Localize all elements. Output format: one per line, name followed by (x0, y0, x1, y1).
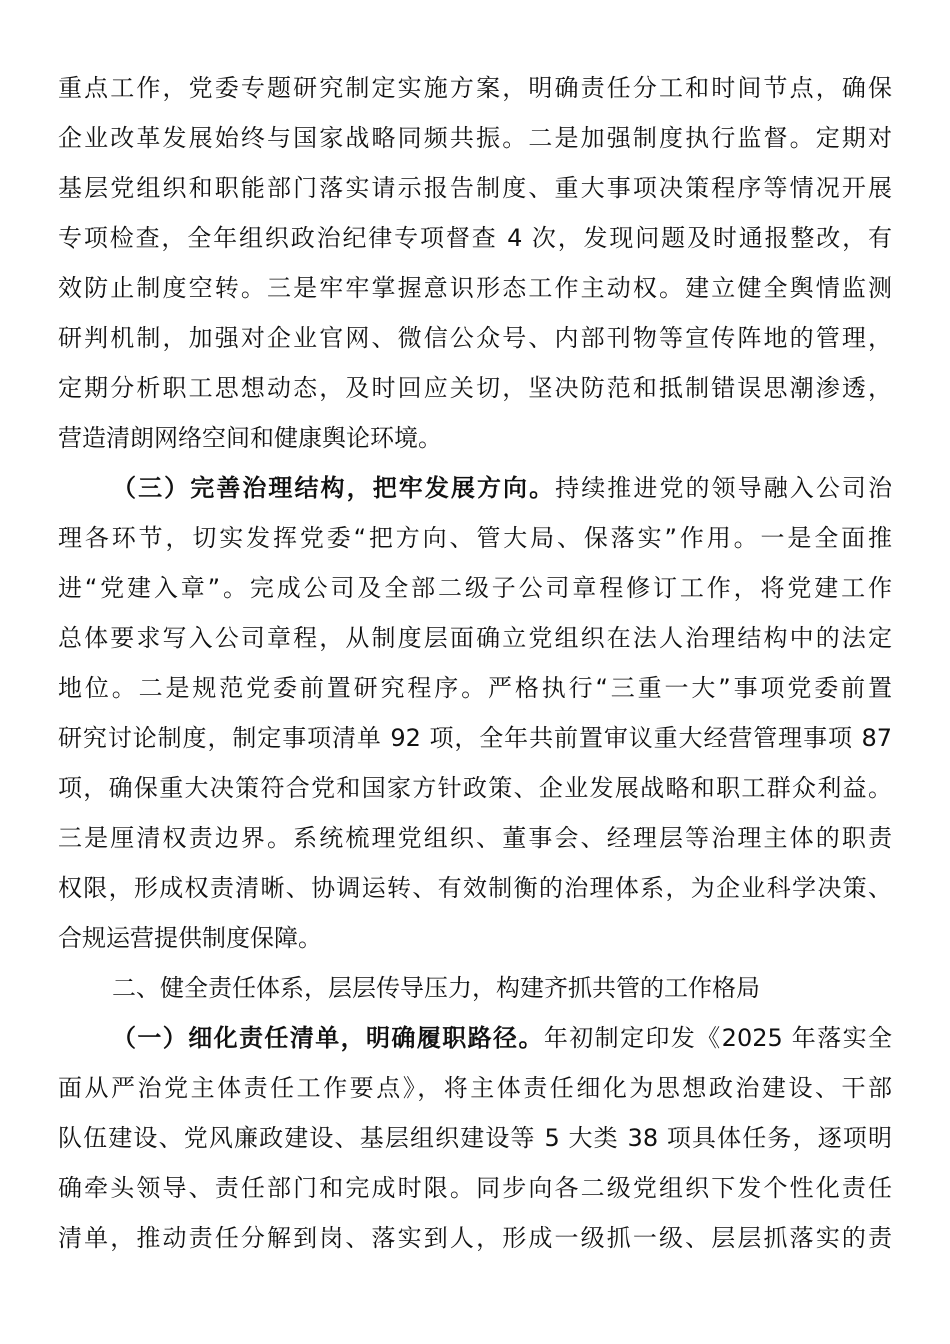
paragraph-line: 理各环节，切实发挥党委“把方向、管大局、保落实”作用。一是全面推 (58, 524, 892, 552)
paragraph-line: 进“党建入章”。完成公司及全部二级子公司章程修订工作，将党建工作 (58, 574, 892, 602)
paragraph-line: 清单，推动责任分解到岗、落实到人，形成一级抓一级、层层抓落实的责 (58, 1224, 892, 1252)
paragraph-line: 项，确保重大决策符合党和国家方针政策、企业发展战略和职工群众利益。 (58, 774, 892, 802)
paragraph-line: 效防止制度空转。三是牢牢掌握意识形态工作主动权。建立健全舆情监测 (58, 274, 892, 302)
paragraph-line: 地位。二是规范党委前置研究程序。严格执行“三重一大”事项党委前置 (58, 674, 892, 702)
paragraph-line: 合规运营提供制度保障。 (58, 924, 322, 952)
section-heading-line (112, 470, 892, 506)
paragraph-line: 重点工作，党委专题研究制定实施方案，明确责任分工和时间节点，确保 (58, 74, 892, 102)
section-heading-3: （三）完善治理结构，把牢发展方向。 (112, 474, 556, 502)
paragraph-line: 研判机制，加强对企业官网、微信公众号、内部刊物等宣传阵地的管理， (58, 324, 892, 352)
heading-continuation: 年初制定印发《2025 年落实全 (543, 1024, 892, 1052)
paragraph-line: 企业改革发展始终与国家战略同频共振。二是加强制度执行监督。定期对 (58, 124, 892, 152)
paragraph-line: 队伍建设、党风廉政建设、基层组织建设等 5 大类 38 项具体任务，逐项明 (58, 1124, 892, 1152)
paragraph-line: 三是厘清权责边界。系统梳理党组织、董事会、经理层等治理主体的职责 (58, 824, 892, 852)
paragraph-line: 面从严治党主体责任工作要点》，将主体责任细化为思想政治建设、干部 (58, 1074, 892, 1102)
section-heading-line (112, 1020, 892, 1056)
paragraph-line: 权限，形成权责清晰、协调运转、有效制衡的治理体系，为企业科学决策、 (58, 874, 892, 902)
paragraph-line: 总体要求写入公司章程，从制度层面确立党组织在法人治理结构中的法定 (58, 624, 892, 652)
paragraph-line: 专项检查，全年组织政治纪律专项督查 4 次，发现问题及时通报整改，有 (58, 224, 892, 252)
paragraph-line: 定期分析职工思想动态，及时回应关切，坚决防范和抵制错误思潮渗透， (58, 374, 892, 402)
paragraph-line: 基层党组织和职能部门落实请示报告制度、重大事项决策程序等情况开展 (58, 174, 892, 202)
paragraph-line: 研究讨论制度，制定事项清单 92 项，全年共前置审议重大经营管理事项 87 (58, 724, 892, 752)
paragraph-line: 营造清朗网络空间和健康舆论环境。 (58, 424, 442, 452)
chapter-heading-2: 二、健全责任体系，层层传导压力，构建齐抓共管的工作格局 (112, 974, 760, 1002)
heading-continuation: 持续推进党的领导融入公司治 (555, 474, 892, 502)
section-heading-1: （一）细化责任清单，明确履职路径。 (112, 1024, 544, 1052)
paragraph-line: 确牵头领导、责任部门和完成时限。同步向各二级党组织下发个性化责任 (58, 1174, 892, 1202)
